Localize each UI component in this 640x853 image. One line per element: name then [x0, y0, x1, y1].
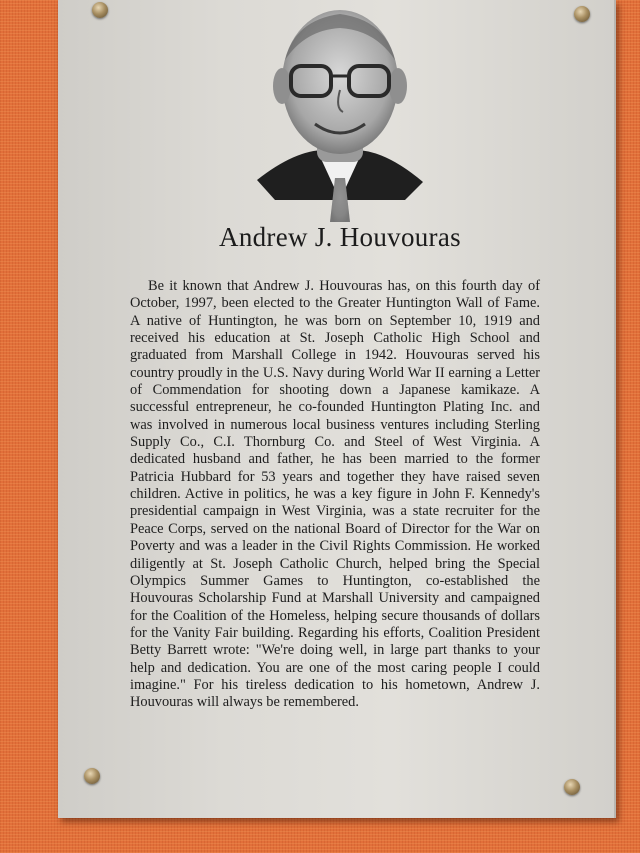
portrait-photo: [255, 0, 425, 226]
honoree-name: Andrew J. Houvouras: [219, 222, 461, 252]
plaque-inscription: Be it known that Andrew J. Houvouras has, on this fourth day of October, 1997, been elected to the Greater Huntington Wall of Fame. A native of Huntington, he was born on September 10, 1919 and received his education at St. Joseph Catholic High School and graduated from Marshall College in 1942. Houvouras served his country proudly in the U.S. Navy during World War II earning a Letter of Commendation for shooting down a Japanese kamikaze. A successful entrepreneur, he co-founded Huntington Plating Inc. and was involved in numerous local business ventures including Sterling Supply Co., C.I. Thornburg Co. and Steel of West Virginia. A dedicated husband and father, he has been married to the former Patricia Hubbard for 53 years and together they have raised seven children. Active in politics, he was a key figure in John F. Kennedy's presidential campaign in West Virginia, was a state recruiter for the Peace Corps, served on the national Board of Director for the War on Poverty and was a leader in the Civil Rights Commission. He worked diligently at St. Joseph Catholic Church, helped bring the Special Olympics Summer Games to Huntington, co-established the Houvouras Scholarship Fund at Marshall University and campaigned for the Coalition of the Homeless, helping secure thousands of dollars for the Vanity Fair building. Regarding his efforts, Coalition President Betty Barrett wrote: "We're doing well, in large part thanks to your help and dedication. You are one of the most caring people I could imagine." For his tireless dedication to his hometown, Andrew J. Houvouras will always be remembered.: [130, 278, 540, 711]
top-left-screw: [92, 2, 108, 18]
bottom-left-screw: [84, 768, 100, 784]
top-right-screw: [574, 6, 590, 22]
bottom-right-screw: [564, 779, 580, 795]
